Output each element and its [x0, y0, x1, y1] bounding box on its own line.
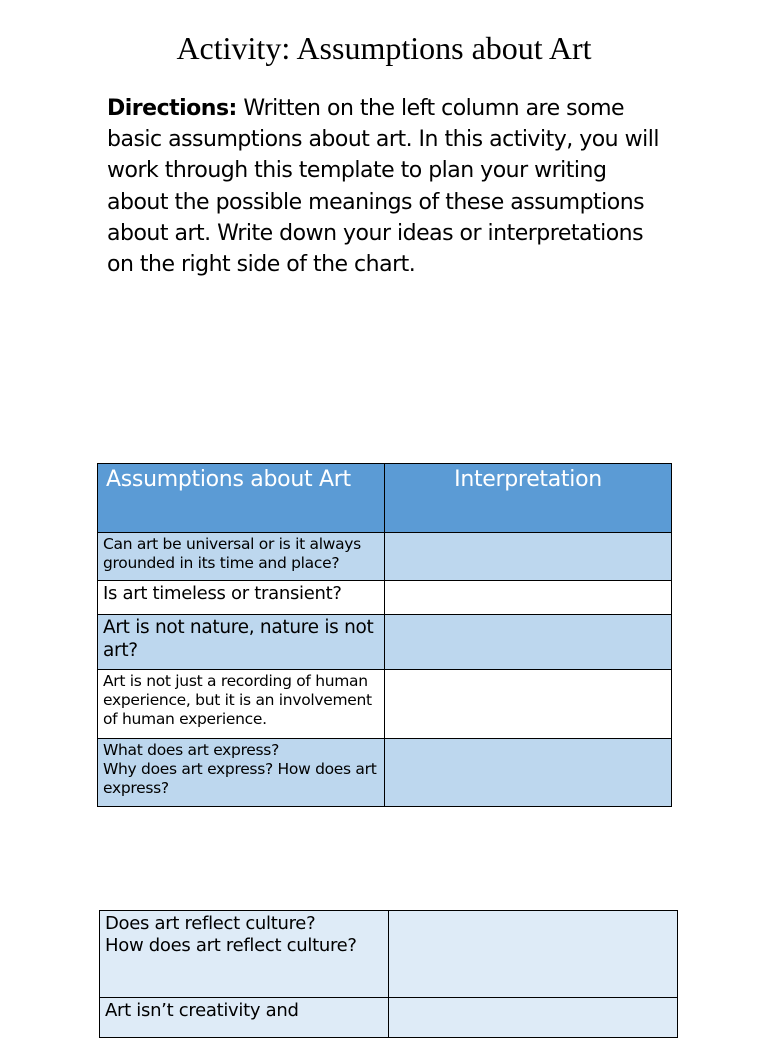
assumption-cell: Is art timeless or transient? — [98, 581, 385, 615]
assumptions-table — [97, 463, 672, 807]
assumption-line: Why does art express? How does art express? — [103, 760, 377, 797]
table-header-row — [98, 464, 672, 533]
table-row — [98, 533, 672, 581]
assumption-cell — [98, 739, 385, 807]
table-row — [98, 670, 672, 739]
assumption-line: Does art reflect culture? — [105, 913, 316, 934]
interpretation-cell[interactable] — [385, 739, 672, 807]
table-row — [98, 615, 672, 670]
header-assumptions: Assumptions about Art — [98, 464, 385, 533]
table-row — [100, 998, 678, 1038]
table-row — [98, 581, 672, 615]
assumption-cell — [100, 911, 389, 998]
assumptions-table-continued — [99, 910, 678, 1038]
table-row — [98, 739, 672, 807]
assumption-cell: Can art be universal or is it always grounded in its time and place? — [98, 533, 385, 581]
assumption-cell: Art isn’t creativity and — [100, 998, 389, 1038]
header-interpretation: Interpretation — [385, 464, 672, 533]
directions-paragraph — [107, 93, 667, 280]
interpretation-cell[interactable] — [385, 533, 672, 581]
table-row — [100, 911, 678, 998]
interpretation-cell[interactable] — [385, 615, 672, 670]
directions-label: Directions: — [107, 96, 237, 121]
assumption-cell: Art is not nature, nature is not art? — [98, 615, 385, 670]
directions-text: Written on the left column are some basic assumptions about art. In this activity, you will work through this template to plan your writing about the possible meanings of these assumptions about art. Write down your ideas or interpretations on the right side of the chart. — [107, 96, 659, 278]
interpretation-cell[interactable] — [385, 581, 672, 615]
interpretation-cell[interactable] — [385, 670, 672, 739]
interpretation-cell[interactable] — [389, 998, 678, 1038]
page-title: Activity: Assumptions about Art — [176, 30, 592, 66]
assumption-line: What does art express? — [103, 741, 280, 759]
interpretation-cell[interactable] — [389, 911, 678, 998]
assumption-line: How does art reflect culture? — [105, 935, 357, 956]
assumption-cell: Art is not just a recording of human experience, but it is an involvement of human experience. — [98, 670, 385, 739]
